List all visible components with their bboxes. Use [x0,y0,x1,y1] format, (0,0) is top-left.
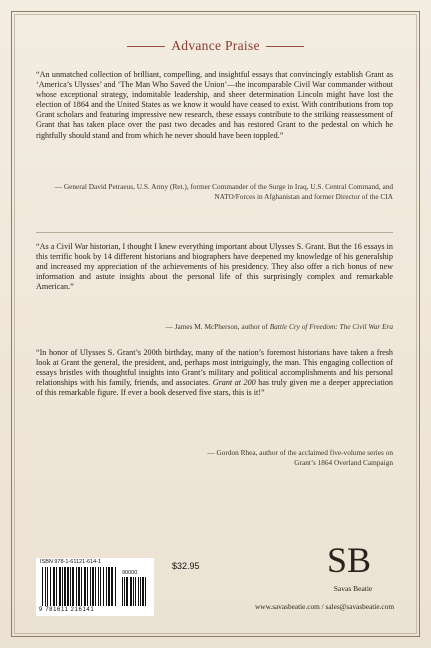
barcode-bar [87,567,88,606]
barcode-bar [81,567,82,606]
barcode-bar [59,567,61,606]
price: $32.95 [172,561,200,571]
barcode-supplement-bar [145,577,146,606]
separator-line [36,232,393,233]
isbn-label: ISBN 978-1-61121-614-1 [40,559,102,565]
quote-rhea-part2: has truly given me a deeper appreciation of this remarkable figure. If ever a book deserved five stars, this is it!” [36,378,393,398]
attribution-rhea [36,448,393,467]
barcode-supplement-bar [140,577,141,606]
publisher-name: Savas Beatie [333,584,373,593]
barcode-bar [90,567,91,606]
quote-mcpherson: “As a Civil War historian, I thought I knew everything important about Ulysses S. Grant. But the 16 essays in this terrific book by 14 different historians and biographers have deepened my knowledge of his generalship and increased my appreciation of the achievements of his presidency. They also offer a rich bonus of new information and astute insights about the personal life of this surprisingly complex and remarkable American.” [36,242,393,292]
attribution-mcpherson-book-title: Battle Cry of Freedom: The Civil War Era [269,322,393,331]
attribution-mcpherson [36,322,393,332]
barcode-supplement-bar [133,577,134,606]
barcode-supplement-bar [124,577,125,606]
barcode-supplement-bar [135,577,136,606]
attribution-rhea-line1: — Gordon Rhea, author of the acclaimed five-volume series on [207,448,393,457]
barcode-bar [103,567,104,606]
barcode-bar [108,567,110,606]
barcode-supplement-bar [142,577,144,606]
logo-monogram: SB [326,540,372,580]
barcode-bar [45,567,46,606]
barcode-bar [72,567,74,606]
barcode-bar [100,567,101,606]
barcode-bar [53,567,55,606]
barcode-bar [47,567,48,606]
barcode-bar [98,567,99,606]
barcode-digits: 9 781611 216141 [39,607,95,613]
attribution-petraeus: — General David Petraeus, U.S. Army (Ret.), former Commander of the Surge in Iraq, U.S. Central Command, and NATO/Forces in Afghanistan and former Director of the CIA [54,182,393,201]
barcode-bar [84,567,86,606]
barcode-bar [92,567,94,606]
barcode-bar [42,567,43,606]
barcode-bar [67,567,69,606]
attribution-rhea-line2: Grant’s 1864 Overland Campaign [294,457,393,467]
barcode-bar [70,567,71,606]
barcode-bar [56,567,57,606]
advance-praise-heading: Advance Praise [171,38,260,53]
barcode-bar [78,567,80,606]
quote-rhea-part1: “In honor of Ulysses S. Grant’s 200th birthday, many of the nation’s foremost historians have taken a fresh look at Grant the general, the president, and, perhaps most intriguingly, the man. This engaging collection of essays bristles with thoughtful insights into Grant’s military and political accomplishments and his personal relationships with his family, friends, and associates. [36,348,393,388]
barcode-bar [76,567,77,606]
heading-rule-left [127,46,165,47]
barcode-supplement-bar [122,577,123,606]
barcode-bar [64,567,66,606]
barcode [36,558,154,616]
publisher-logo [326,538,372,580]
barcode-supplement-bar [138,577,139,606]
quote-rhea-book-title: Grant at 200 [212,378,256,388]
barcode-supplement: 90000 [122,570,138,576]
quote-rhea [36,348,393,398]
publisher-contact: www.savasbeatie.com / sales@savasbeatie.com [255,602,394,611]
barcode-bar [62,567,63,606]
barcode-bar [106,567,107,606]
heading-row [0,37,431,55]
barcode-bar [50,567,51,606]
barcode-bar [111,567,113,606]
quote-petraeus: “An unmatched collection of brilliant, compelling, and insightful essays that convincingly establish Grant as ‘America’s Ulysses’ and ‘The Man Who Saved the Union’—the incomparable Civil War commander without whose exceptional strategy, indomitable leadership, and sheer determination Lincoln might have lost the election of 1864 and the United States as we know it would have ceased to exist. With contributions from top Grant scholars and featuring impressive new research, these essays contribute to the striking reassessment of Grant that has taken place over the past two decades and has restored Grant to the pedestal on which he rightfully should stand and from which he never should have been toppled.” [36,70,393,140]
attribution-mcpherson-prefix: — James M. McPherson, author of [165,322,270,331]
barcode-supplement-bar [130,577,132,606]
heading-rule-right [266,46,304,47]
barcode-bar [95,567,96,606]
barcode-bar [115,567,116,606]
barcode-supplement-bar [126,577,128,606]
